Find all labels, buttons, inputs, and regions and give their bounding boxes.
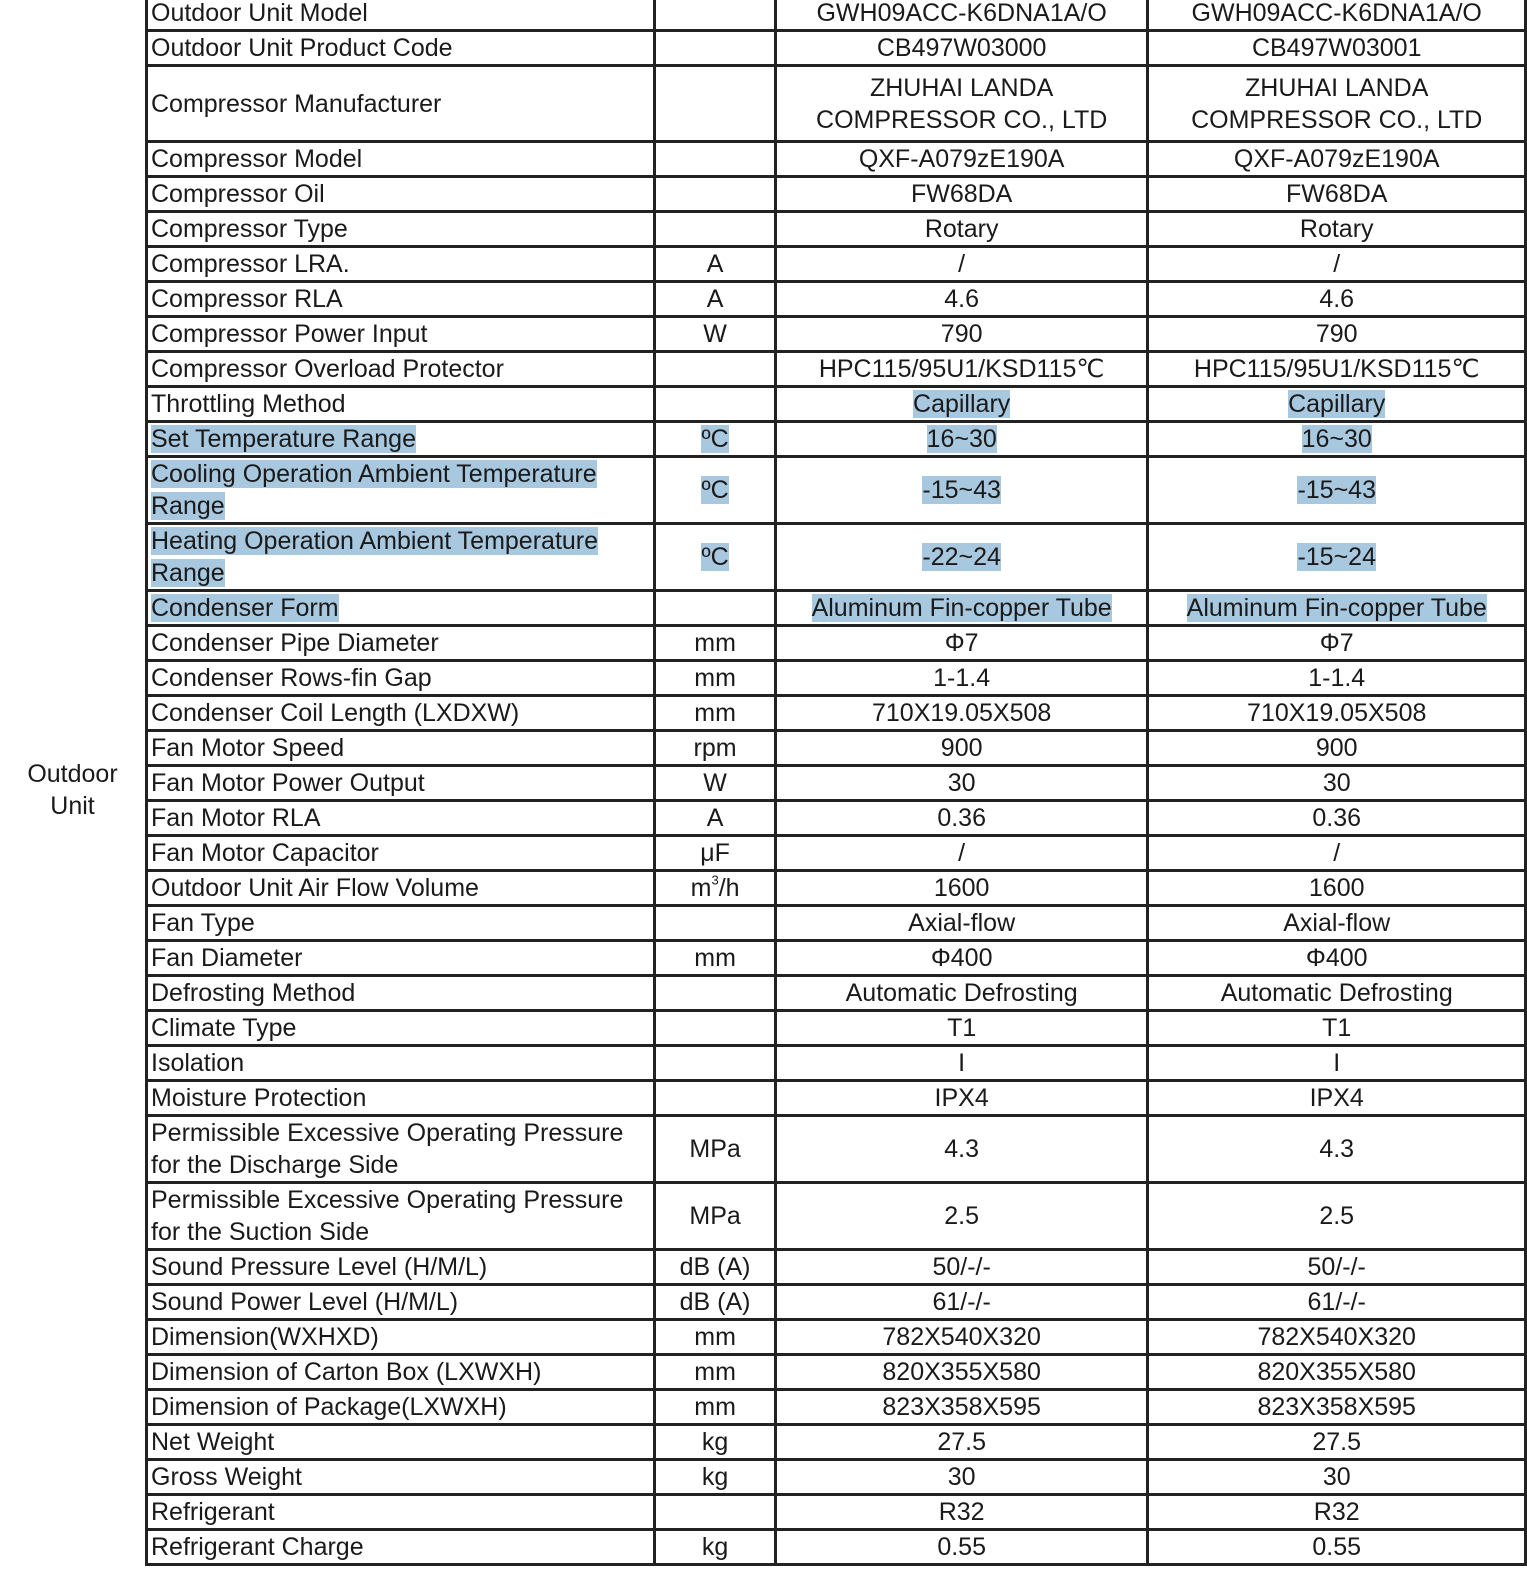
param-cell: Sound Pressure Level (H/M/L) bbox=[147, 1250, 655, 1285]
param-cell: Fan Motor Power Output bbox=[147, 766, 655, 801]
value-cell-model-2: 1-1.4 bbox=[1148, 661, 1526, 696]
value-cell-model-1: / bbox=[775, 247, 1148, 282]
highlighted-value: -15~43 bbox=[1297, 476, 1376, 504]
param-cell: Outdoor Unit Air Flow Volume bbox=[147, 871, 655, 906]
spec-row bbox=[147, 1046, 1526, 1081]
value-cell-model-1: 4.6 bbox=[775, 282, 1148, 317]
param-cell bbox=[147, 591, 655, 626]
value-cell-model-1: 710X19.05X508 bbox=[775, 696, 1148, 731]
spec-row bbox=[147, 177, 1526, 212]
spec-row bbox=[147, 1495, 1526, 1530]
unit-cell: mm bbox=[655, 696, 776, 731]
spec-row bbox=[147, 1355, 1526, 1390]
value-cell-model-2: I bbox=[1148, 1046, 1526, 1081]
param-cell bbox=[147, 422, 655, 457]
spec-row bbox=[147, 1320, 1526, 1355]
spec-row bbox=[147, 626, 1526, 661]
unit-cell bbox=[655, 871, 776, 906]
value-cell-model-1: 2.5 bbox=[775, 1183, 1148, 1250]
highlighted-unit: ºC bbox=[701, 476, 729, 504]
param-cell: Fan Motor Speed bbox=[147, 731, 655, 766]
value-cell-model-2: 900 bbox=[1148, 731, 1526, 766]
value-cell-model-2: QXF-A079zE190A bbox=[1148, 142, 1526, 177]
param-cell: Moisture Protection bbox=[147, 1081, 655, 1116]
spec-row bbox=[147, 661, 1526, 696]
spec-row bbox=[147, 1081, 1526, 1116]
param-cell: Defrosting Method bbox=[147, 976, 655, 1011]
value-cell-model-2 bbox=[1148, 422, 1526, 457]
unit-cell bbox=[655, 31, 776, 66]
param-cell: Compressor Manufacturer bbox=[147, 66, 655, 142]
value-cell-model-1: R32 bbox=[775, 1495, 1148, 1530]
spec-row bbox=[147, 976, 1526, 1011]
param-cell: Isolation bbox=[147, 1046, 655, 1081]
value-cell-model-1: Φ7 bbox=[775, 626, 1148, 661]
unit-cell: kg bbox=[655, 1460, 776, 1495]
unit-cell: kg bbox=[655, 1425, 776, 1460]
spec-row bbox=[147, 524, 1526, 591]
param-cell: Compressor Overload Protector bbox=[147, 352, 655, 387]
spec-row bbox=[147, 1425, 1526, 1460]
unit-cell bbox=[655, 906, 776, 941]
param-cell: Fan Type bbox=[147, 906, 655, 941]
unit-cell: kg bbox=[655, 1530, 776, 1565]
value-cell-model-2 bbox=[1148, 457, 1526, 524]
value-cell-model-1: I bbox=[775, 1046, 1148, 1081]
param-cell: Dimension of Carton Box (LXWXH) bbox=[147, 1355, 655, 1390]
spec-row bbox=[147, 31, 1526, 66]
param-cell: Dimension of Package(LXWXH) bbox=[147, 1390, 655, 1425]
value-cell-model-2: 50/-/- bbox=[1148, 1250, 1526, 1285]
value-cell-model-1: 27.5 bbox=[775, 1425, 1148, 1460]
unit-cell: MPa bbox=[655, 1183, 776, 1250]
unit-cell: MPa bbox=[655, 1116, 776, 1183]
value-cell-model-1: GWH09ACC-K6DNA1A/O bbox=[775, 0, 1148, 31]
value-cell-model-1: ZHUHAI LANDA COMPRESSOR CO., LTD bbox=[775, 66, 1148, 142]
unit-cell: A bbox=[655, 247, 776, 282]
value-cell-model-1 bbox=[775, 524, 1148, 591]
spec-row bbox=[147, 1116, 1526, 1183]
value-cell-model-2: T1 bbox=[1148, 1011, 1526, 1046]
value-cell-model-2: 790 bbox=[1148, 317, 1526, 352]
spec-row bbox=[147, 1011, 1526, 1046]
spec-row bbox=[147, 1285, 1526, 1320]
value-cell-model-2: 2.5 bbox=[1148, 1183, 1526, 1250]
value-cell-model-1 bbox=[775, 457, 1148, 524]
value-cell-model-1: T1 bbox=[775, 1011, 1148, 1046]
highlighted-value: Aluminum Fin-copper Tube bbox=[1186, 594, 1487, 622]
value-cell-model-2: Axial-flow bbox=[1148, 906, 1526, 941]
unit-cell: A bbox=[655, 282, 776, 317]
unit-cell bbox=[655, 212, 776, 247]
spec-row bbox=[147, 871, 1526, 906]
value-cell-model-1: 61/-/- bbox=[775, 1285, 1148, 1320]
group-label-outdoor-unit bbox=[0, 0, 145, 1580]
value-cell-model-2: Rotary bbox=[1148, 212, 1526, 247]
highlighted-param: Heating Operation Ambient Temperature Range bbox=[151, 527, 599, 587]
param-cell: Condenser Coil Length (LXDXW) bbox=[147, 696, 655, 731]
unit-cell bbox=[655, 976, 776, 1011]
spec-row bbox=[147, 836, 1526, 871]
value-cell-model-1: 4.3 bbox=[775, 1116, 1148, 1183]
param-cell: Compressor Oil bbox=[147, 177, 655, 212]
unit-cell: μF bbox=[655, 836, 776, 871]
value-cell-model-1: 0.55 bbox=[775, 1530, 1148, 1565]
unit-cell: mm bbox=[655, 941, 776, 976]
value-cell-model-2: ZHUHAI LANDA COMPRESSOR CO., LTD bbox=[1148, 66, 1526, 142]
value-cell-model-2: IPX4 bbox=[1148, 1081, 1526, 1116]
param-cell: Permissible Excessive Operating Pressure for the Suction Side bbox=[147, 1183, 655, 1250]
value-cell-model-2: 0.55 bbox=[1148, 1530, 1526, 1565]
value-cell-model-2 bbox=[1148, 524, 1526, 591]
value-cell-model-2: R32 bbox=[1148, 1495, 1526, 1530]
value-cell-model-2: 0.36 bbox=[1148, 801, 1526, 836]
value-cell-model-2: 782X540X320 bbox=[1148, 1320, 1526, 1355]
unit-cell bbox=[655, 1011, 776, 1046]
value-cell-model-1: 1-1.4 bbox=[775, 661, 1148, 696]
value-cell-model-1: CB497W03000 bbox=[775, 31, 1148, 66]
value-cell-model-2: HPC115/95U1/KSD115℃ bbox=[1148, 352, 1526, 387]
value-cell-model-2 bbox=[1148, 591, 1526, 626]
unit-cell bbox=[655, 352, 776, 387]
unit-cell: mm bbox=[655, 1320, 776, 1355]
param-cell: Fan Motor Capacitor bbox=[147, 836, 655, 871]
param-cell: Sound Power Level (H/M/L) bbox=[147, 1285, 655, 1320]
unit-cell bbox=[655, 1495, 776, 1530]
value-cell-model-1: / bbox=[775, 836, 1148, 871]
unit-cell: W bbox=[655, 317, 776, 352]
spec-row bbox=[147, 66, 1526, 142]
value-cell-model-2: 1600 bbox=[1148, 871, 1526, 906]
spec-row bbox=[147, 1183, 1526, 1250]
value-cell-model-1: FW68DA bbox=[775, 177, 1148, 212]
highlighted-param: Condenser Form bbox=[151, 594, 339, 622]
param-cell: Permissible Excessive Operating Pressure for the Discharge Side bbox=[147, 1116, 655, 1183]
spec-row bbox=[147, 1530, 1526, 1565]
unit-cell bbox=[655, 1081, 776, 1116]
value-cell-model-1: 823X358X595 bbox=[775, 1390, 1148, 1425]
param-cell bbox=[147, 524, 655, 591]
highlighted-param: Cooling Operation Ambient Temperature Range bbox=[151, 460, 597, 520]
value-cell-model-2: 4.6 bbox=[1148, 282, 1526, 317]
param-cell: Gross Weight bbox=[147, 1460, 655, 1495]
value-cell-model-1: Rotary bbox=[775, 212, 1148, 247]
value-cell-model-2: 820X355X580 bbox=[1148, 1355, 1526, 1390]
value-cell-model-1: 30 bbox=[775, 766, 1148, 801]
unit-cell bbox=[655, 591, 776, 626]
unit-cell bbox=[655, 177, 776, 212]
highlighted-value: -15~43 bbox=[922, 476, 1001, 504]
spec-table-body bbox=[147, 0, 1526, 1565]
spec-row bbox=[147, 0, 1526, 31]
value-cell-model-2: / bbox=[1148, 247, 1526, 282]
unit-cell bbox=[655, 0, 776, 31]
highlighted-unit: ºC bbox=[701, 425, 729, 453]
param-cell: Compressor Power Input bbox=[147, 317, 655, 352]
value-cell-model-1 bbox=[775, 591, 1148, 626]
unit-superscript: 3 bbox=[711, 872, 719, 888]
spec-table bbox=[145, 0, 1527, 1566]
param-cell: Outdoor Unit Model bbox=[147, 0, 655, 31]
value-cell-model-1: Φ400 bbox=[775, 941, 1148, 976]
spec-row bbox=[147, 941, 1526, 976]
spec-row bbox=[147, 422, 1526, 457]
highlighted-param: Set Temperature Range bbox=[151, 425, 416, 453]
spec-row bbox=[147, 352, 1526, 387]
value-cell-model-1: Axial-flow bbox=[775, 906, 1148, 941]
value-cell-model-2: Φ400 bbox=[1148, 941, 1526, 976]
unit-cell bbox=[655, 66, 776, 142]
value-cell-model-2: 4.3 bbox=[1148, 1116, 1526, 1183]
group-label-text: Outdoor Unit bbox=[27, 760, 118, 820]
value-cell-model-1: 30 bbox=[775, 1460, 1148, 1495]
value-cell-model-2: / bbox=[1148, 836, 1526, 871]
unit-cell: A bbox=[655, 801, 776, 836]
spec-row bbox=[147, 1460, 1526, 1495]
unit-cell bbox=[655, 524, 776, 591]
spec-row bbox=[147, 591, 1526, 626]
value-cell-model-2: 823X358X595 bbox=[1148, 1390, 1526, 1425]
unit-cell: dB (A) bbox=[655, 1285, 776, 1320]
value-cell-model-1: 820X355X580 bbox=[775, 1355, 1148, 1390]
unit-cell bbox=[655, 142, 776, 177]
value-cell-model-2: 61/-/- bbox=[1148, 1285, 1526, 1320]
value-cell-model-1: IPX4 bbox=[775, 1081, 1148, 1116]
value-cell-model-2: 27.5 bbox=[1148, 1425, 1526, 1460]
spec-row bbox=[147, 906, 1526, 941]
spec-row bbox=[147, 317, 1526, 352]
param-cell: Refrigerant Charge bbox=[147, 1530, 655, 1565]
value-cell-model-2: CB497W03001 bbox=[1148, 31, 1526, 66]
spec-row bbox=[147, 212, 1526, 247]
unit-cell: mm bbox=[655, 626, 776, 661]
value-cell-model-1: Automatic Defrosting bbox=[775, 976, 1148, 1011]
highlighted-value: Capillary bbox=[913, 390, 1011, 418]
spec-row bbox=[147, 1390, 1526, 1425]
value-cell-model-2: 710X19.05X508 bbox=[1148, 696, 1526, 731]
unit-rest: /h bbox=[718, 874, 740, 902]
unit-cell: W bbox=[655, 766, 776, 801]
spec-row bbox=[147, 457, 1526, 524]
param-cell: Fan Motor RLA bbox=[147, 801, 655, 836]
value-cell-model-2 bbox=[1148, 387, 1526, 422]
spec-row bbox=[147, 142, 1526, 177]
value-cell-model-1: QXF-A079zE190A bbox=[775, 142, 1148, 177]
spec-row bbox=[147, 731, 1526, 766]
spec-row bbox=[147, 696, 1526, 731]
value-cell-model-1 bbox=[775, 387, 1148, 422]
param-cell: Climate Type bbox=[147, 1011, 655, 1046]
unit-cell bbox=[655, 1046, 776, 1081]
value-cell-model-1: 900 bbox=[775, 731, 1148, 766]
unit-cell: mm bbox=[655, 661, 776, 696]
param-cell: Throttling Method bbox=[147, 387, 655, 422]
highlighted-value: 16~30 bbox=[1301, 425, 1372, 453]
value-cell-model-1: 782X540X320 bbox=[775, 1320, 1148, 1355]
unit-cell: mm bbox=[655, 1390, 776, 1425]
param-cell: Fan Diameter bbox=[147, 941, 655, 976]
param-cell: Compressor Model bbox=[147, 142, 655, 177]
value-cell-model-1: 790 bbox=[775, 317, 1148, 352]
param-cell: Outdoor Unit Product Code bbox=[147, 31, 655, 66]
value-cell-model-1: HPC115/95U1/KSD115℃ bbox=[775, 352, 1148, 387]
param-cell: Compressor LRA. bbox=[147, 247, 655, 282]
highlighted-value: -15~24 bbox=[1297, 543, 1376, 571]
unit-cell: rpm bbox=[655, 731, 776, 766]
highlighted-value: Aluminum Fin-copper Tube bbox=[811, 594, 1112, 622]
value-cell-model-2: Automatic Defrosting bbox=[1148, 976, 1526, 1011]
param-cell: Compressor Type bbox=[147, 212, 655, 247]
spec-row bbox=[147, 282, 1526, 317]
value-cell-model-2: Φ7 bbox=[1148, 626, 1526, 661]
param-cell: Compressor RLA bbox=[147, 282, 655, 317]
spec-row bbox=[147, 801, 1526, 836]
unit-cell bbox=[655, 422, 776, 457]
value-cell-model-1: 50/-/- bbox=[775, 1250, 1148, 1285]
unit-cell bbox=[655, 387, 776, 422]
value-cell-model-1 bbox=[775, 422, 1148, 457]
unit-cell: dB (A) bbox=[655, 1250, 776, 1285]
unit-cell bbox=[655, 457, 776, 524]
value-cell-model-2: FW68DA bbox=[1148, 177, 1526, 212]
spec-row bbox=[147, 1250, 1526, 1285]
param-cell: Condenser Rows-fin Gap bbox=[147, 661, 655, 696]
unit-base: m bbox=[690, 874, 712, 902]
value-cell-model-1: 0.36 bbox=[775, 801, 1148, 836]
highlighted-value: 16~30 bbox=[926, 425, 997, 453]
unit-cell: mm bbox=[655, 1355, 776, 1390]
highlighted-value: -22~24 bbox=[922, 543, 1001, 571]
spec-row bbox=[147, 247, 1526, 282]
highlighted-unit: ºC bbox=[701, 543, 729, 571]
spec-row bbox=[147, 766, 1526, 801]
value-cell-model-2: 30 bbox=[1148, 766, 1526, 801]
param-cell: Net Weight bbox=[147, 1425, 655, 1460]
value-cell-model-2: GWH09ACC-K6DNA1A/O bbox=[1148, 0, 1526, 31]
param-cell: Dimension(WXHXD) bbox=[147, 1320, 655, 1355]
param-cell bbox=[147, 457, 655, 524]
param-cell: Refrigerant bbox=[147, 1495, 655, 1530]
value-cell-model-2: 30 bbox=[1148, 1460, 1526, 1495]
value-cell-model-1: 1600 bbox=[775, 871, 1148, 906]
param-cell: Condenser Pipe Diameter bbox=[147, 626, 655, 661]
highlighted-value: Capillary bbox=[1288, 390, 1386, 418]
spec-row bbox=[147, 387, 1526, 422]
